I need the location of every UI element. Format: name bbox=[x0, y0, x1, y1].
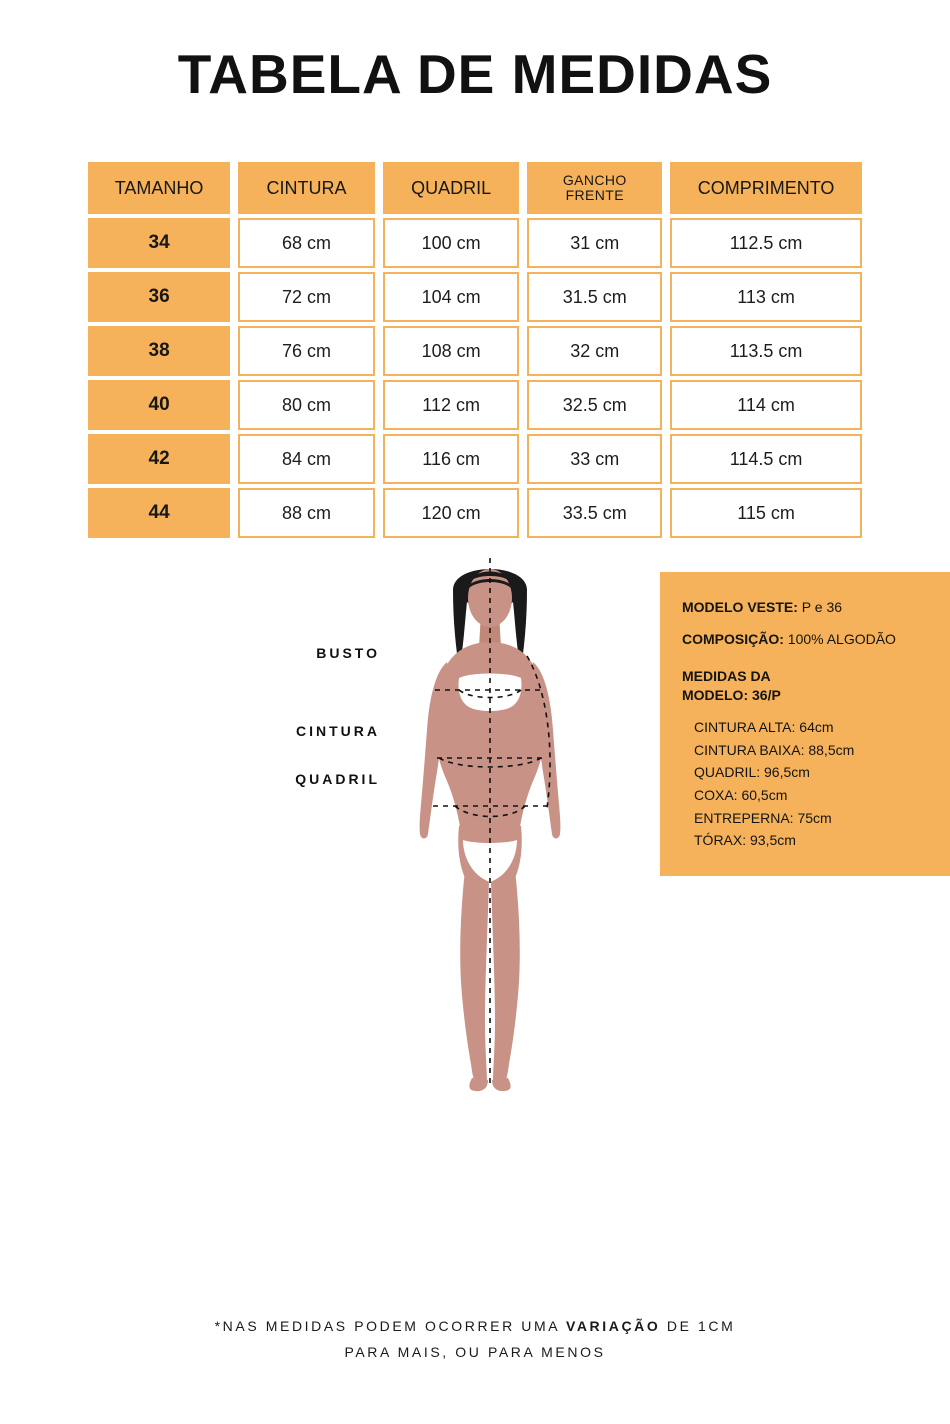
table-header-cell-tamanho bbox=[88, 162, 230, 214]
female-body-illustration bbox=[375, 550, 605, 1095]
comprimento-value: 113 cm bbox=[670, 272, 862, 322]
header-label-tamanho: TAMANHO bbox=[88, 162, 230, 214]
cell-quadril bbox=[383, 272, 520, 322]
cell-comprimento bbox=[670, 434, 862, 484]
cell-comprimento bbox=[670, 272, 862, 322]
header-label-gancho-line2: FRENTE bbox=[565, 187, 624, 203]
table-header-cell-comprimento bbox=[670, 162, 862, 214]
cell-gancho bbox=[527, 272, 662, 322]
table-row bbox=[88, 488, 862, 538]
cell-cintura bbox=[238, 380, 375, 430]
cell-quadril bbox=[383, 326, 520, 376]
cell-gancho bbox=[527, 380, 662, 430]
list-item: ENTREPERNA: 75cm bbox=[694, 809, 832, 826]
cell-size bbox=[88, 488, 230, 538]
table-row bbox=[88, 326, 862, 376]
table-header-cell-quadril bbox=[383, 162, 520, 214]
footnote bbox=[0, 1313, 950, 1366]
table-body bbox=[88, 218, 862, 538]
header-label-gancho-line1: GANCHO bbox=[562, 172, 627, 189]
cintura-value: 72 cm bbox=[238, 272, 375, 322]
label-busto: BUSTO bbox=[316, 645, 380, 661]
size-value: 44 bbox=[88, 488, 230, 538]
size-chart-table bbox=[80, 158, 870, 542]
gancho-value: 31 cm bbox=[527, 218, 662, 268]
gancho-value: 33 cm bbox=[527, 434, 662, 484]
model-info-box bbox=[660, 572, 950, 876]
cell-gancho bbox=[527, 218, 662, 268]
cell-cintura bbox=[238, 434, 375, 484]
cell-cintura bbox=[238, 218, 375, 268]
cell-cintura bbox=[238, 272, 375, 322]
gancho-value: 33.5 cm bbox=[527, 488, 662, 538]
table-header-cell-cintura bbox=[238, 162, 375, 214]
table-header-cell-gancho-frente bbox=[527, 162, 662, 214]
cell-quadril bbox=[383, 434, 520, 484]
footnote-emphasis: VARIAÇÃO bbox=[565, 1317, 661, 1334]
size-value: 38 bbox=[88, 326, 230, 376]
cell-cintura bbox=[238, 326, 375, 376]
cell-size bbox=[88, 218, 230, 268]
header-label-comprimento: COMPRIMENTO bbox=[670, 162, 862, 214]
info-composicao bbox=[682, 630, 928, 649]
measurement-labels bbox=[255, 645, 380, 849]
cell-gancho bbox=[527, 488, 662, 538]
list-item: CINTURA ALTA: 64cm bbox=[694, 718, 834, 735]
table-row bbox=[88, 272, 862, 322]
cell-comprimento bbox=[670, 380, 862, 430]
list-item: CINTURA BAIXA: 88,5cm bbox=[694, 741, 855, 758]
gancho-value: 31.5 cm bbox=[527, 272, 662, 322]
quadril-value: 116 cm bbox=[383, 434, 520, 484]
info-medidas-title-line1: MEDIDAS DA bbox=[682, 667, 771, 684]
quadril-value: 108 cm bbox=[383, 326, 520, 376]
footnote-line1-part3: DE 1CM bbox=[660, 1317, 736, 1334]
footnote-line-2: PARA MAIS, OU PARA MENOS bbox=[344, 1344, 606, 1361]
cintura-value: 84 cm bbox=[238, 434, 375, 484]
list-item: QUADRIL: 96,5cm bbox=[694, 764, 810, 781]
size-value: 40 bbox=[88, 380, 230, 430]
info-modelo-veste bbox=[682, 598, 928, 617]
gancho-value: 32 cm bbox=[527, 326, 662, 376]
header-label-cintura: CINTURA bbox=[238, 162, 375, 214]
list-item: COXA: 60,5cm bbox=[694, 786, 788, 803]
quadril-value: 104 cm bbox=[383, 272, 520, 322]
model-figure-area bbox=[0, 550, 950, 1110]
header-label-gancho-frente bbox=[527, 162, 662, 214]
list-item: TÓRAX: 93,5cm bbox=[694, 832, 796, 849]
cintura-value: 88 cm bbox=[238, 488, 375, 538]
cell-comprimento bbox=[670, 326, 862, 376]
cell-gancho bbox=[527, 326, 662, 376]
table-row bbox=[88, 380, 862, 430]
quadril-value: 112 cm bbox=[383, 380, 520, 430]
comprimento-value: 114.5 cm bbox=[670, 434, 862, 484]
cintura-value: 80 cm bbox=[238, 380, 375, 430]
table-row bbox=[88, 434, 862, 484]
cintura-value: 68 cm bbox=[238, 218, 375, 268]
header-label-quadril: QUADRIL bbox=[383, 162, 520, 214]
cell-cintura bbox=[238, 488, 375, 538]
cintura-value: 76 cm bbox=[238, 326, 375, 376]
info-medidas-title bbox=[682, 667, 928, 706]
footnote-line-1 bbox=[0, 1313, 950, 1340]
info-modelo-veste-value: P e 36 bbox=[797, 599, 843, 615]
comprimento-value: 115 cm bbox=[670, 488, 862, 538]
label-cintura: CINTURA bbox=[296, 723, 380, 739]
table-header bbox=[88, 162, 862, 214]
info-modelo-veste-label: MODELO VESTE: bbox=[682, 599, 798, 615]
info-measurement-list bbox=[682, 716, 928, 852]
comprimento-value: 114 cm bbox=[670, 380, 862, 430]
table-row bbox=[88, 218, 862, 268]
quadril-value: 100 cm bbox=[383, 218, 520, 268]
cell-size bbox=[88, 326, 230, 376]
table-header-row bbox=[88, 162, 862, 214]
label-quadril: QUADRIL bbox=[295, 771, 380, 787]
cell-quadril bbox=[383, 380, 520, 430]
cell-quadril bbox=[383, 218, 520, 268]
comprimento-value: 113.5 cm bbox=[670, 326, 862, 376]
cell-gancho bbox=[527, 434, 662, 484]
cell-size bbox=[88, 380, 230, 430]
cell-comprimento bbox=[670, 218, 862, 268]
size-value: 34 bbox=[88, 218, 230, 268]
info-medidas-title-line2: MODELO: 36/P bbox=[682, 687, 781, 704]
cell-size bbox=[88, 272, 230, 322]
gancho-value: 32.5 cm bbox=[527, 380, 662, 430]
cell-quadril bbox=[383, 488, 520, 538]
info-composicao-value: 100% ALGODÃO bbox=[783, 630, 896, 647]
comprimento-value: 112.5 cm bbox=[670, 218, 862, 268]
page-title: TABELA DE MEDIDAS bbox=[177, 43, 773, 105]
cell-size bbox=[88, 434, 230, 484]
size-value: 36 bbox=[88, 272, 230, 322]
size-value: 42 bbox=[88, 434, 230, 484]
info-composicao-label: COMPOSIÇÃO: bbox=[682, 630, 784, 647]
footnote-line1-part1: *NAS MEDIDAS PODEM OCORRER UMA bbox=[214, 1317, 566, 1334]
quadril-value: 120 cm bbox=[383, 488, 520, 538]
cell-comprimento bbox=[670, 488, 862, 538]
